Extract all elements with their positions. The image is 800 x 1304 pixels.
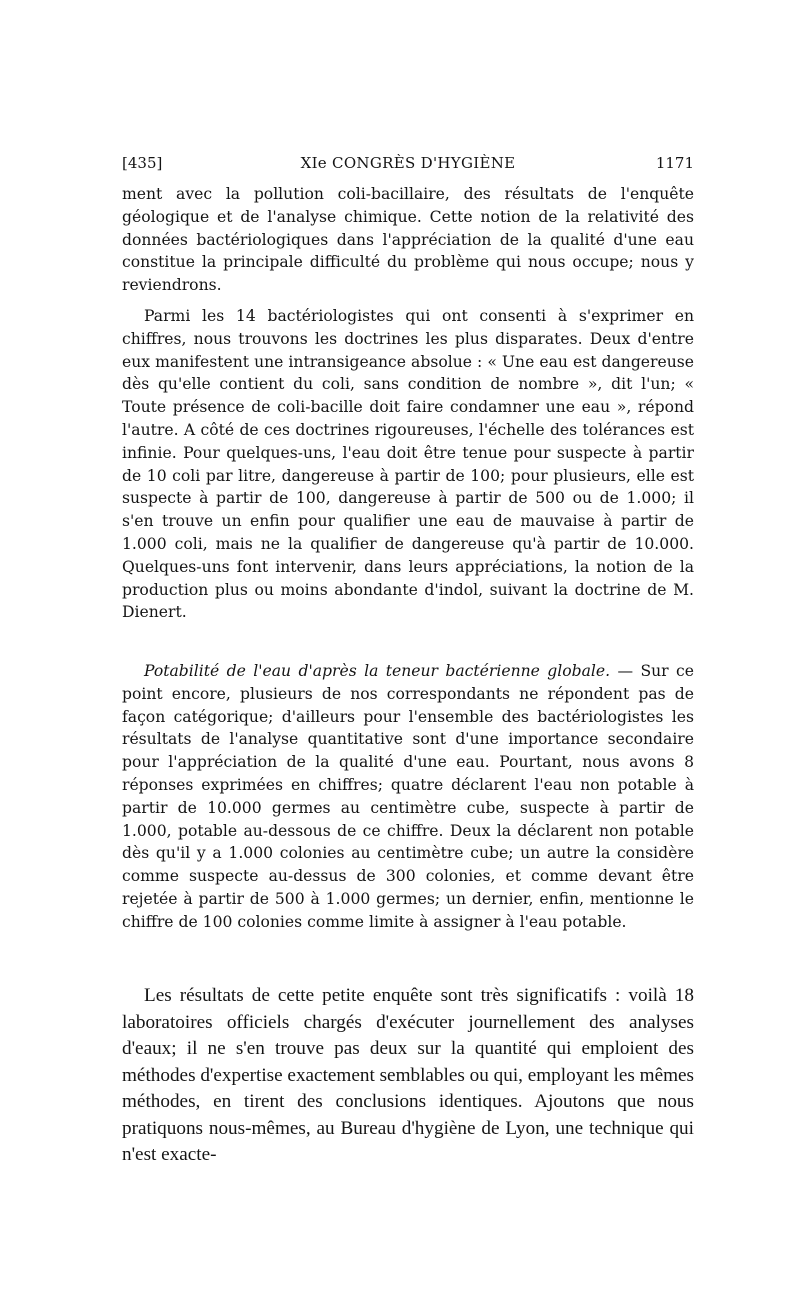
paragraph-bacteriologists: Parmi les 14 bactériologistes qui ont consenti à s'exprimer en chiffres, nous trouvons les doctrines les plus disparates. Deux d'entre eux manifestent une intransigeance absolue : « Une eau est dangereuse dès qu'elle contient du coli, sans condition de nombre », dit l'un; « Toute présence de coli-bacille doit faire condamner une eau », répond l'autre. A côté de ces doctrines rigoureuses, l'échelle des tolérances est infinie. Pour quelques-uns, l'eau doit être tenue pour suspecte à partir de 10 coli par litre, dangereuse à partir de 100; pour plusieurs, elle est suspecte à partir de 100, dangereuse à partir de 500 ou de 1.000; il s'en trouve un enfin pour qualifier une eau de mauvaise à partir de 1.000 coli, mais ne la qualifier de dangereuse qu'à partir de 10.000. Quelques-uns font intervenir, dans leurs appréciations, la notion de la production plus ou moins abondante d'indol, suivant la doctrine de M. Dienert. — [122, 307, 694, 622]
running-title: XIe CONGRÈS D'HYGIÈNE — [300, 154, 516, 172]
page-reference: [435] — [122, 154, 163, 172]
paragraph-conclusion: Les résultats de cette petite enquête sont très significatifs : voilà 18 laboratoires officiels chargés d'exécuter journellement des analyses d'eaux; il ne s'en trouve pas deux sur la quantité qui emploient des méthodes d'expertise exactement semblables ou qui, employant les mêmes méthodes, en tirent des conclusions identiques. Ajoutons que nous pratiquons nous-mêmes, au Bureau d'hygiène de Lyon, une technique qui n'est exacte- — [122, 985, 694, 1165]
paragraph-potability — [122, 660, 694, 934]
section-run-in-title: Potabilité de l'eau d'après la teneur bactérienne globale. — [144, 662, 611, 680]
section-text: — Sur ce point encore, plusieurs de nos correspondants ne répondent pas de façon catégorique; d'ailleurs pour l'ensemble des bactériologistes les résultats de l'analyse quantitative sont d'une importance secondaire pour l'appréciation de la qualité d'une eau. Pourtant, nous avons 8 réponses exprimées en chiffres; quatre déclarent l'eau non potable à partir de 10.000 germes au centimètre cube, suspecte à partir de 1.000, potable au-dessous de ce chiffre. Deux la déclarent non potable dès qu'il y a 1.000 colonies au centimètre cube; un autre la considère comme suspecte au-dessus de 300 colonies, et comme devant être rejetée à partir de 500 à 1.000 germes; un dernier, enfin, mentionne le chiffre de 100 colonies comme limite à assigner à l'eau potable. — [122, 662, 694, 931]
paragraph-continuation: ment avec la pollution coli-bacillaire, des résultats de l'enquête géologique et de l'analyse chimique. Cette notion de la relativité des données bactériologiques dans l'appréciation de la qualité d'une eau constitue la principale difficulté du problème qui nous occupe; nous y reviendrons. — [122, 185, 694, 295]
running-header — [122, 154, 694, 178]
page-number: 1171 — [655, 154, 694, 172]
